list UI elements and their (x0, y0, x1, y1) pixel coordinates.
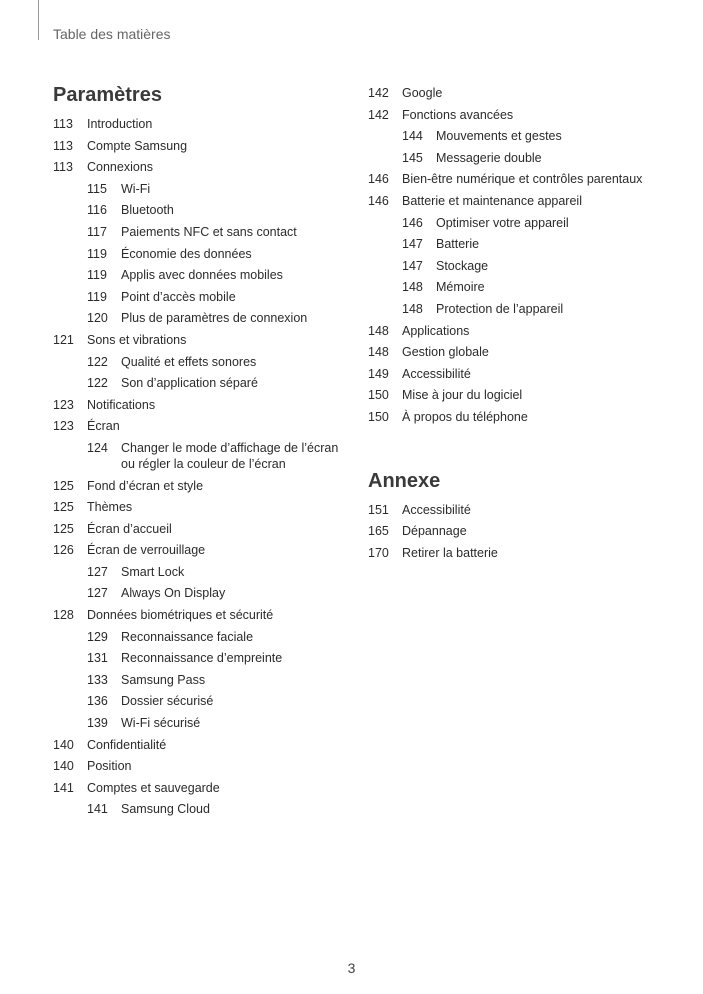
toc-page-number: 148 (402, 301, 423, 316)
toc-entry[interactable] (53, 394, 353, 416)
toc-page-number: 126 (53, 543, 74, 558)
toc-page-number: 141 (53, 780, 74, 795)
toc-page-number: 148 (368, 323, 389, 338)
toc-page-number: 113 (53, 117, 73, 131)
page-header: Table des matières (53, 26, 171, 42)
toc-entry[interactable] (368, 104, 678, 126)
toc-entry[interactable] (368, 255, 678, 277)
toc-entry[interactable] (53, 604, 353, 626)
toc-entry[interactable] (53, 561, 353, 583)
toc-entry[interactable] (53, 690, 353, 712)
toc-entry[interactable] (53, 351, 353, 373)
toc-entry[interactable] (368, 233, 678, 255)
toc-entry[interactable] (368, 298, 678, 320)
toc-entry-title: Sons et vibrations (87, 332, 187, 347)
toc-entry-title: Dépannage (402, 524, 467, 539)
toc-right-column (368, 82, 678, 563)
toc-page-number: 119 (87, 246, 107, 261)
toc-entry-title: Google (402, 86, 443, 100)
toc-entry[interactable] (368, 276, 678, 298)
toc-entry-title: Position (87, 759, 132, 774)
toc-entry[interactable] (53, 372, 353, 394)
toc-page-number: 139 (87, 716, 108, 731)
toc-page-number: 125 (53, 521, 74, 536)
section-title-annexe: Annexe (368, 469, 441, 492)
toc-entry-title: Messagerie double (436, 150, 542, 165)
toc-page-number: 145 (402, 150, 423, 165)
toc-entry[interactable] (53, 755, 353, 777)
toc-entry-title: Plus de paramètres de connexion (121, 311, 308, 326)
toc-page-number: 165 (368, 524, 389, 539)
toc-page-number: 142 (368, 86, 389, 100)
toc-page-number: 116 (87, 203, 107, 218)
toc-entry[interactable] (53, 286, 353, 308)
toc-entry-title: Notifications (87, 397, 156, 412)
toc-entry[interactable] (53, 221, 353, 243)
toc-entry[interactable] (53, 798, 353, 820)
toc-page-number: 121 (53, 332, 74, 347)
toc-entry-title: Qualité et effets sonores (121, 354, 257, 369)
toc-page-number: 115 (87, 181, 107, 196)
toc-left-column (53, 82, 353, 820)
toc-page-number: 122 (87, 376, 108, 391)
toc-list (368, 499, 678, 564)
toc-page-number: 140 (53, 737, 74, 752)
toc-page-number: 124 (87, 440, 108, 455)
toc-entry[interactable] (368, 341, 678, 363)
toc-entry[interactable] (53, 475, 353, 497)
toc-entry-title: Accessibilité (402, 502, 471, 517)
toc-entry-title: Point d’accès mobile (121, 289, 236, 304)
page-number: 3 (347, 960, 356, 976)
toc-entry[interactable] (53, 777, 353, 799)
toc-entry-title: Gestion globale (402, 345, 489, 360)
toc-entry[interactable] (53, 626, 353, 648)
toc-page-number: 129 (87, 629, 108, 644)
toc-entry-title: Changer le mode d’affichage de l’écran ou régler la couleur de l’écran (121, 440, 339, 471)
toc-page-number: 127 (87, 564, 108, 579)
toc-entry-title: Samsung Cloud (121, 802, 210, 817)
toc-page-number: 140 (53, 759, 74, 774)
toc-page-number: 125 (53, 478, 74, 493)
toc-entry[interactable] (368, 147, 678, 169)
toc-page-number: 146 (368, 193, 389, 208)
toc-entry[interactable] (368, 190, 678, 212)
toc-page-number: 119 (87, 268, 107, 283)
toc-entry[interactable] (53, 496, 353, 518)
toc-page-number: 113 (53, 160, 73, 175)
toc-page-number: 127 (87, 586, 108, 601)
toc-entry-title: Écran de verrouillage (87, 543, 206, 558)
toc-entry[interactable] (53, 582, 353, 604)
section-gap (368, 428, 678, 468)
toc-page-number: 133 (87, 672, 108, 687)
toc-page-number: 120 (87, 311, 108, 326)
toc-page-number: 128 (53, 608, 74, 623)
toc-entry[interactable] (53, 135, 353, 157)
toc-entry[interactable] (53, 539, 353, 561)
toc-page-number: 148 (368, 345, 389, 360)
toc-entry-title: Applis avec données mobiles (121, 268, 283, 283)
toc-page-number: 170 (368, 545, 389, 560)
toc-page-number: 142 (368, 107, 389, 122)
toc-page-number: 151 (368, 502, 389, 517)
toc-page-number: 141 (87, 802, 108, 817)
toc-page-number: 113 (53, 138, 73, 153)
toc-entry-title: Always On Display (121, 586, 226, 601)
toc-entry-title: Fonctions avancées (402, 107, 514, 122)
toc-entry-title: Bluetooth (121, 203, 174, 218)
toc-page-number: 147 (402, 237, 423, 252)
toc-entry-title: À propos du téléphone (402, 409, 528, 424)
toc-entry[interactable] (53, 647, 353, 669)
toc-entry-title: Confidentialité (87, 737, 167, 752)
section-title-parametres: Paramètres (53, 84, 162, 106)
toc-entry-title: Économie des données (121, 246, 252, 261)
toc-entry[interactable] (368, 520, 678, 542)
toc-entry-title: Stockage (436, 258, 489, 273)
toc-entry-title: Paiements NFC et sans contact (121, 224, 297, 239)
toc-entry-title: Reconnaissance d’empreinte (121, 651, 283, 666)
toc-entry[interactable] (53, 264, 353, 286)
toc-entry[interactable] (53, 113, 353, 135)
toc-entry[interactable] (368, 320, 678, 342)
toc-page-number: 148 (402, 280, 423, 295)
toc-page-number: 119 (87, 289, 107, 304)
header-rule (38, 0, 39, 40)
toc-page-number: 131 (87, 651, 108, 666)
toc-page-number: 123 (53, 397, 74, 412)
toc-entry-title: Retirer la batterie (402, 545, 498, 560)
toc-entry[interactable] (368, 542, 678, 564)
toc-page-number: 144 (402, 129, 423, 144)
toc-entry-title: Bien-être numérique et contrôles parentaux (402, 172, 643, 187)
toc-entry[interactable] (53, 307, 353, 329)
toc-entry-title: Batterie (436, 237, 480, 252)
toc-entry-title: Optimiser votre appareil (436, 215, 569, 230)
toc-entry[interactable] (53, 415, 353, 437)
toc-page-number: 149 (368, 366, 389, 381)
toc-page-number: 123 (53, 419, 74, 434)
toc-entry-title: Comptes et sauvegarde (87, 780, 220, 795)
toc-entry[interactable] (53, 734, 353, 756)
toc-entry-title: Mise à jour du logiciel (402, 388, 523, 403)
toc-page-number: 150 (368, 388, 389, 403)
toc-entry[interactable] (368, 406, 678, 428)
toc-entry[interactable] (53, 437, 353, 475)
toc-entry-title: Son d’application séparé (121, 376, 258, 391)
toc-entry-title: Écran d’accueil (87, 521, 172, 536)
toc-page-number: 146 (402, 215, 423, 230)
toc-entry-title: Samsung Pass (121, 672, 206, 687)
toc-page-number: 146 (368, 172, 389, 187)
toc-entry-title: Mouvements et gestes (436, 129, 562, 144)
toc-entry[interactable] (53, 199, 353, 221)
toc-entry[interactable] (368, 212, 678, 234)
toc-entry-title: Compte Samsung (87, 138, 188, 153)
toc-entry-title: Accessibilité (402, 366, 471, 381)
toc-entry[interactable] (53, 178, 353, 200)
toc-entry-title: Smart Lock (121, 564, 185, 579)
toc-entry-title: Batterie et maintenance appareil (402, 193, 582, 208)
toc-entry[interactable] (368, 82, 678, 104)
toc-entry[interactable] (53, 243, 353, 265)
toc-entry[interactable] (368, 363, 678, 385)
toc-entry[interactable] (53, 518, 353, 540)
toc-entry[interactable] (368, 168, 678, 190)
toc-entry[interactable] (368, 499, 678, 521)
toc-entry[interactable] (53, 712, 353, 734)
toc-list (368, 82, 678, 428)
toc-entry-title: Fond d’écran et style (87, 478, 204, 493)
toc-entry-title: Reconnaissance faciale (121, 629, 254, 644)
toc-page-number: 122 (87, 354, 108, 369)
toc-entry[interactable] (53, 669, 353, 691)
toc-page-number: 117 (87, 224, 107, 239)
toc-entry-title: Thèmes (87, 500, 133, 515)
toc-entry-title: Wi-Fi (121, 181, 151, 196)
toc-entry-title: Écran (87, 419, 120, 434)
toc-entry-title: Mémoire (436, 280, 485, 295)
toc-entry[interactable] (368, 384, 678, 406)
toc-entry[interactable] (53, 156, 353, 178)
toc-entry-title: Dossier sécurisé (121, 694, 214, 709)
toc-page-number: 150 (368, 409, 389, 424)
toc-list (53, 113, 353, 820)
toc-page-number: 147 (402, 258, 423, 273)
toc-page-number: 136 (87, 694, 108, 709)
toc-entry[interactable] (53, 329, 353, 351)
toc-page-number: 125 (53, 500, 74, 515)
toc-entry-title: Applications (402, 323, 470, 338)
toc-entry-title: Connexions (87, 160, 154, 175)
toc-entry-title: Protection de l’appareil (436, 301, 564, 316)
toc-entry-title: Données biométriques et sécurité (87, 608, 274, 623)
toc-entry-title: Wi-Fi sécurisé (121, 716, 201, 731)
toc-entry-title: Introduction (87, 117, 153, 131)
toc-entry[interactable] (368, 125, 678, 147)
